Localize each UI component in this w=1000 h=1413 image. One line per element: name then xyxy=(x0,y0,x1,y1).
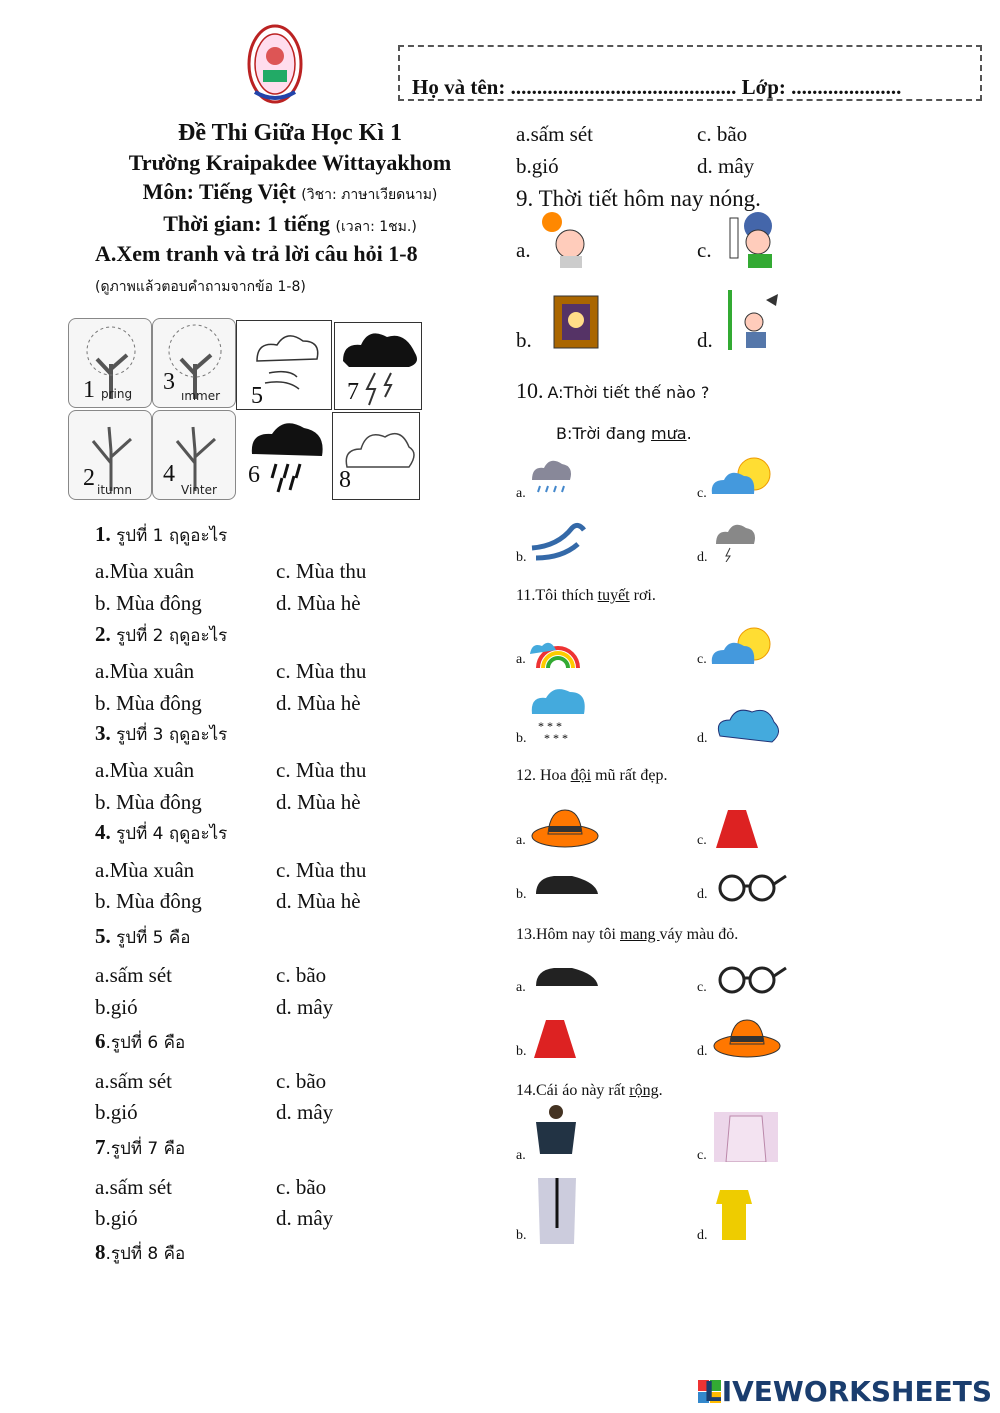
section-subtitle: (ดูภาพแล้วตอบคำถามจากข้อ 1-8) xyxy=(95,279,306,295)
hat-icon xyxy=(712,1014,782,1060)
question-7: 7.รูปที่ 7 คือ xyxy=(95,1135,186,1159)
q14-option-c[interactable]: c. xyxy=(697,1148,707,1163)
q2-option-d[interactable]: d. Mùa hè xyxy=(276,691,361,715)
wind-icon xyxy=(528,518,590,566)
q11-option-c[interactable]: c. xyxy=(697,652,707,667)
q4-option-b[interactable]: b. Mùa đông xyxy=(95,889,202,913)
q9-option-a[interactable]: a. xyxy=(516,238,531,262)
q2-option-b[interactable]: b. Mùa đông xyxy=(95,691,202,715)
q3-option-d[interactable]: d. Mùa hè xyxy=(276,790,361,814)
picture-8-cloud: 8 xyxy=(332,412,420,500)
q14-option-b[interactable]: b. xyxy=(516,1228,527,1243)
q9-option-c[interactable]: c. xyxy=(697,238,712,262)
q10-option-b[interactable]: b. xyxy=(516,550,527,565)
q1-option-d[interactable]: d. Mùa hè xyxy=(276,591,361,615)
q14-option-d[interactable]: d. xyxy=(697,1228,708,1243)
q6-option-a[interactable]: a.sấm sét xyxy=(95,1069,172,1093)
q14-option-a[interactable]: a. xyxy=(516,1148,526,1163)
q6-option-b[interactable]: b.gió xyxy=(95,1100,138,1124)
q10-option-c[interactable]: c. xyxy=(697,486,707,501)
school-logo xyxy=(245,22,305,106)
question-13: 13.Hôm nay tôi mang váy màu đỏ. xyxy=(516,926,739,943)
question-4: 4. รูปที่ 4 ฤดูอะไร xyxy=(95,820,228,844)
q8-option-a[interactable]: a.sấm sét xyxy=(516,122,593,146)
hat-icon xyxy=(530,804,600,850)
svg-text:* * *: * * * xyxy=(538,719,562,733)
q4-option-c[interactable]: c. Mùa thu xyxy=(276,858,367,882)
q7-option-d[interactable]: d. mây xyxy=(276,1206,334,1230)
q9-option-b[interactable]: b. xyxy=(516,328,532,352)
cold-person-icon xyxy=(722,210,780,268)
rainbow-icon xyxy=(528,628,582,670)
q10-option-d[interactable]: d. xyxy=(697,550,708,565)
sun-cloud-icon xyxy=(708,624,780,670)
liveworksheets-brand: LIVEWORKSHEETS xyxy=(703,1375,992,1408)
picture-3-summer: 3 ımmer xyxy=(152,318,236,408)
q11-option-a[interactable]: a. xyxy=(516,652,526,667)
name-class-line: Họ và tên: ........................................... Lớp: ..................... xyxy=(412,75,902,99)
q12-option-c[interactable]: c. xyxy=(697,833,707,848)
picture-5-wind: 5 xyxy=(236,320,332,410)
picture-1-spring: 1 pring xyxy=(68,318,152,408)
question-5: 5. รูปที่ 5 คือ xyxy=(95,924,191,948)
q5-option-a[interactable]: a.sấm sét xyxy=(95,963,172,987)
question-10: 10. A:Thời tiết thế nào ? xyxy=(516,378,710,403)
q1-option-b[interactable]: b. Mùa đông xyxy=(95,591,202,615)
q7-option-c[interactable]: c. bão xyxy=(276,1175,327,1199)
question-12: 12. Hoa đội mũ rất đẹp. xyxy=(516,767,668,784)
exam-title: Đề Thi Giữa Học Kì 1 xyxy=(178,120,402,146)
question-2: 2. รูปที่ 2 ฤดูอะไร xyxy=(95,622,228,646)
question-8: 8.รูปที่ 8 คือ xyxy=(95,1240,186,1264)
snow-cloud-icon xyxy=(528,684,590,746)
q3-option-c[interactable]: c. Mùa thu xyxy=(276,758,367,782)
q11-option-d[interactable]: d. xyxy=(697,731,708,746)
q13-option-b[interactable]: b. xyxy=(516,1044,527,1059)
q8-option-b[interactable]: b.gió xyxy=(516,154,559,178)
question-1: 1. รูปที่ 1 ฤดูอะไร xyxy=(95,522,228,546)
question-9: 9. Thời tiết hôm nay nóng. xyxy=(516,186,761,211)
subject-line: Môn: Tiếng Việt (วิชา: ภาษาเวียดนาม) xyxy=(142,179,438,204)
question-6: 6.รูปที่ 6 คือ xyxy=(95,1029,186,1053)
time-line: Thời gian: 1 tiếng (เวลา: 1ชม.) xyxy=(163,211,417,236)
skirt-icon xyxy=(714,806,760,850)
question-10-answer-line: B:Trời đang mưa. xyxy=(556,424,692,443)
skirt-icon xyxy=(532,1016,578,1060)
question-3: 3. รูปที่ 3 ฤดูอะไร xyxy=(95,721,228,745)
question-14: 14.Cái áo này rất rộng. xyxy=(516,1082,663,1099)
q5-option-d[interactable]: d. mây xyxy=(276,995,334,1019)
sun-cloud-icon xyxy=(708,454,780,500)
name-class-box[interactable] xyxy=(398,45,982,101)
fitted-shirt-photo xyxy=(714,1112,778,1162)
svg-text:* * *: * * * xyxy=(544,731,568,745)
q13-option-d[interactable]: d. xyxy=(697,1044,708,1059)
q7-option-a[interactable]: a.sấm sét xyxy=(95,1175,172,1199)
picture-6-rain: 6 xyxy=(236,412,330,498)
question-11: 11.Tôi thích tuyết rơi. xyxy=(516,587,656,604)
storm-cloud-icon xyxy=(712,520,758,562)
q12-option-a[interactable]: a. xyxy=(516,833,526,848)
q13-option-c[interactable]: c. xyxy=(697,980,707,995)
glasses-icon xyxy=(712,870,788,906)
school-name: Trường Kraipakdee Wittayakhom xyxy=(128,150,452,175)
q5-option-c[interactable]: c. bão xyxy=(276,963,327,987)
q2-option-c[interactable]: c. Mùa thu xyxy=(276,659,367,683)
q8-option-c[interactable]: c. bão xyxy=(697,122,748,146)
q6-option-c[interactable]: c. bão xyxy=(276,1069,327,1093)
rain-cloud-icon xyxy=(528,456,574,500)
q8-option-d[interactable]: d. mây xyxy=(697,154,755,178)
q13-option-a[interactable]: a. xyxy=(516,980,526,995)
shoes-icon xyxy=(532,956,600,996)
picture-2-autumn: 2 itumn xyxy=(68,410,152,500)
q3-option-b[interactable]: b. Mùa đông xyxy=(95,790,202,814)
q12-option-d[interactable]: d. xyxy=(697,887,708,902)
windy-person-icon xyxy=(720,286,784,352)
q6-option-d[interactable]: d. mây xyxy=(276,1100,334,1124)
q4-option-d[interactable]: d. Mùa hè xyxy=(276,889,361,913)
dress-shirt-photo xyxy=(532,1168,582,1244)
picture-7-thunder: 7 xyxy=(334,322,422,410)
q2-option-a[interactable]: a.Mùa xuân xyxy=(95,659,195,683)
hot-person-icon xyxy=(540,210,592,268)
shoes-icon xyxy=(532,864,600,904)
q1-option-a[interactable]: a.Mùa xuân xyxy=(95,559,195,583)
q7-option-b[interactable]: b.gió xyxy=(95,1206,138,1230)
q10-option-a[interactable]: a. xyxy=(516,486,526,501)
q12-option-b[interactable]: b. xyxy=(516,887,527,902)
polo-shirt-photo xyxy=(714,1184,754,1244)
q9-option-d[interactable]: d. xyxy=(697,328,713,352)
glasses-icon xyxy=(712,962,788,998)
q3-option-a[interactable]: a.Mùa xuân xyxy=(95,758,195,782)
q5-option-b[interactable]: b.gió xyxy=(95,995,138,1019)
cloud-icon xyxy=(714,702,782,746)
q4-option-a[interactable]: a.Mùa xuân xyxy=(95,858,195,882)
q1-option-c[interactable]: c. Mùa thu xyxy=(276,559,367,583)
loose-shirt-photo xyxy=(532,1104,580,1164)
rain-window-icon xyxy=(548,290,604,352)
section-title: A.Xem tranh và trả lời câu hỏi 1-8 xyxy=(95,241,418,266)
q11-option-b[interactable]: b. xyxy=(516,731,527,746)
picture-4-winter: 4 Vinter xyxy=(152,410,236,500)
